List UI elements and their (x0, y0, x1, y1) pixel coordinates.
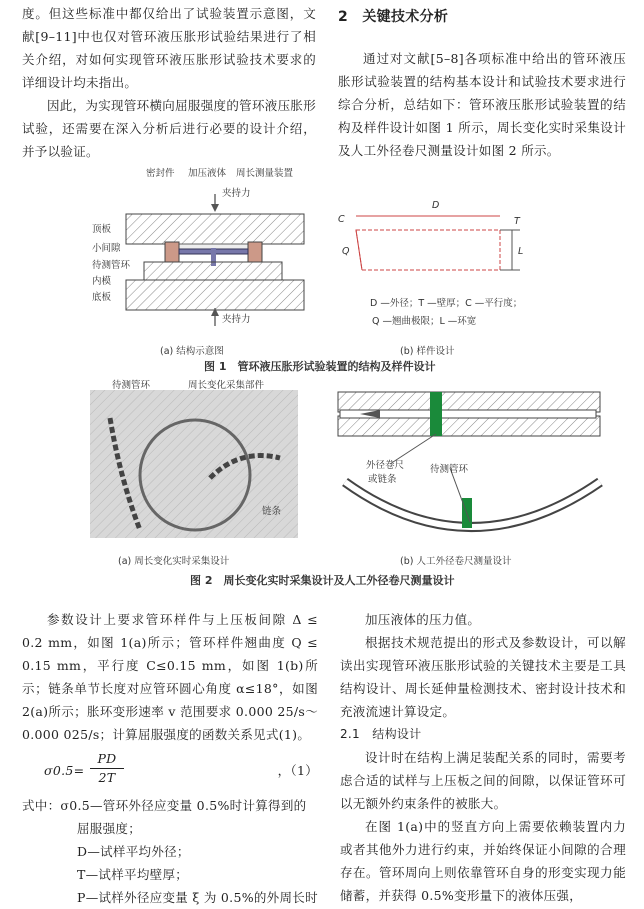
right-bottom-column (340, 608, 626, 907)
figure-2 (0, 372, 644, 592)
label-T: T (514, 216, 520, 227)
fig1b-sample (338, 200, 523, 357)
paragraph: 在图 1(a)中的竖直方向上需要依赖装置内力或者其他外力进行约束，并始终保证小间隙的合理存在。管环周向上则依靠管环自身的形变实现力能储蓄，并获得 0.5%变形量下的液体压强， (340, 819, 626, 903)
paragraph: 设计时在结构上满足装配关系的同时，需要考虑合适的试样与上压板之间的间隙，以保证管环可以无额外约束条件的被胀大。 (340, 750, 626, 811)
label-mold: 内模 (92, 276, 112, 287)
legend-line-2: Q —翘曲极限；L —环宽 (372, 316, 477, 327)
label-perimeter: 周长测量装置 (236, 168, 294, 179)
subcaption-1b: (b) 样件设计 (400, 346, 455, 357)
fig1a-structure (92, 167, 304, 357)
figure-1-caption: 图 1 管环液压胀形试验装置的结构及样件设计 (204, 360, 436, 373)
definition-item: 屈服强度； (77, 821, 142, 836)
formula-1 (22, 750, 318, 790)
fig2b-tape (338, 392, 600, 528)
subsection-heading: 2.1 结构设计 (340, 727, 422, 741)
paragraph: 参数设计上要求管环样件与上压板间隙 Δ ≤ 0.2 mm，如图 1(a)所示；管环样件翘曲度 Q ≤ 0.15 mm，平行度 C≤0.15 mm，如图 1(b)所示；链条单节长度对应管环圆心角度 α≤18°，如图 2(a)所示；胀环变形速率 v 范围要求 0.000 25/s～0.000 025/s；计算屈服强度的函数关系见式(1)。 (22, 612, 318, 742)
formula-number: ，（1） (277, 763, 318, 778)
label-L: L (518, 246, 524, 257)
label-seal: 密封件 (146, 168, 175, 179)
label-clamp-top: 夹持力 (222, 188, 251, 199)
definition-list (22, 817, 318, 909)
left-bottom-column (22, 608, 318, 909)
legend-line-1: D —外径；T —壁厚；C —平行度； (370, 298, 523, 309)
paragraph: 加压液体的压力值。 (365, 612, 481, 627)
label-ring: 待测管环 (92, 260, 131, 271)
paragraph: 因此，为实现管环横向屈服强度的管环液压胀形试验，还需要在深入分析后进行必要的设计介绍，并予以验证。 (22, 98, 316, 159)
paragraph: 通过对文献[5–8]各项标准中给出的管环液压胀形试验装置的结构基本设计和试验技术要求进行综合分析，总结如下：管环液压胀形试验装置的结构及样件设计如图 1 所示，周长变化实时采集设计及人工外径卷尺测量设计如图 2 所示。 (338, 51, 626, 158)
label-C: C (338, 214, 345, 225)
label-ring-2a: 待测管环 (112, 380, 151, 391)
formula-lhs: σ0.5= (44, 763, 85, 778)
label-tape: 外径卷尺 (366, 460, 405, 471)
section-heading: 2 关键技术分析 (338, 9, 449, 25)
label-tape-2: 或链条 (368, 474, 397, 485)
label-clamp-bottom: 夹持力 (222, 314, 251, 325)
label-gap: 小间隙 (92, 243, 121, 254)
paragraph: 度。但这些标准中都仅给出了试验装置示意图，文献[9–11]中也仅对管环液压胀形试验结果进行了相关介绍，对如何实现管环液压胀形试验技术要求的详细设计均未指出。 (22, 6, 316, 90)
formula-numerator: PD (90, 750, 124, 769)
label-bottom-plate: 底板 (92, 292, 112, 303)
definition-item: P—试样外径应变量 ξ 为 0.5%的外周长时 (77, 890, 318, 905)
label-top-plate: 顶板 (92, 224, 112, 235)
label-D: D (432, 200, 440, 211)
label-collector: 周长变化采集部件 (188, 380, 265, 391)
label-chain: 链条 (262, 506, 282, 517)
paragraph: 根据技术规范提出的形式及参数设计，可以解读出实现管环液压胀形试验的关键技术主要是工具结构设计、周长延伸量检测技术、密封设计技术和充液流速计算设定。 (340, 635, 626, 719)
subcaption-1a: (a) 结构示意图 (160, 346, 224, 357)
definition-item: T—试样平均壁厚； (77, 867, 189, 882)
label-Q: Q (342, 246, 350, 257)
label-ring-2b: 待测管环 (430, 464, 469, 475)
formula-fraction (90, 750, 124, 787)
where-line: 式中：σ0.5—管环外径应变量 0.5%时计算得到的 (22, 798, 307, 813)
figure-2-caption: 图 2 周长变化实时采集设计及人工外径卷尺测量设计 (190, 574, 455, 587)
definition-item: D—试样平均外径； (77, 844, 190, 859)
formula-denominator: 2T (98, 770, 116, 785)
subcaption-2b: (b) 人工外径卷尺测量设计 (400, 556, 512, 567)
label-fluid: 加压液体 (188, 168, 227, 179)
right-top-column (338, 6, 626, 162)
left-top-column (22, 2, 316, 163)
subcaption-2a: (a) 周长变化实时采集设计 (118, 556, 230, 567)
